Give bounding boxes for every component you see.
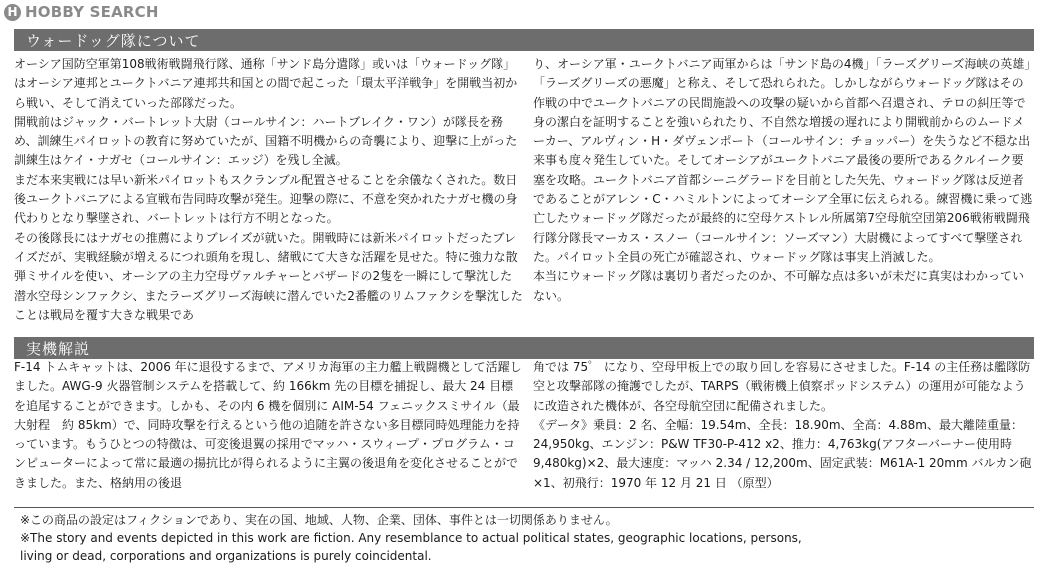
paragraph: その後隊長にはナガセの推薦によりブレイズが就いた。開戦時には新米パイロットだったブレイズだが、実戦経験が増えるにつれ頭角を現し、緒戦にて大きな活躍を見せた。特に強力な散弾ミサイルを使い、オーシアの主力空母ヴァルチャーとバザードの2隻を一瞬にして撃沈した潜水空母シンファクシ、またラーズグリーズ海峡に潜んでいた2番艦のリムファクシを撃沈したことは戦局を覆す大きな戦果であ: [14, 230, 523, 322]
disclaimer-english-line1: ※The story and events depicted in this work are fiction. Any resemblance to actual political states, geographic locations, persons,: [20, 531, 802, 545]
paragraph: まだ本来実戦には早い新米パイロットもスクランブル配置させることを余儀なくされた。数日後ユークトバニアによる宣戦布告同時攻撃が発生。迎撃の際に、不意を突かれたナガセ機の身代わりとなり撃墜され、バートレットは行方不明となった。: [14, 172, 518, 226]
paragraph: 本当にウォードッグ隊は裏切り者だったのか、不可解な点は多いが未だに真実はわかっていない。: [533, 269, 1025, 303]
paragraph: F-14 トムキャットは、2006 年に退役するまで、アメリカ海軍の主力艦上戦闘機として活躍しました。AWG-9 火器管制システムを搭載して、約 166km 先の目標を捕捉し、最大 24 目標を追尾することができます。しかも、その内 6 機を個別に AIM-54 フェニックスミサイル（最大射程 約 85km）で、同時攻撃を行えるという他の追随を許さない多目標同時処理能力を持っています。もうひとつの特徴は、可変後退翼の採用でマッハ・スウィープ・プログラム・コンピューターによって常に最適の揚抗比が得られるように主翼の後退角を変化させることができました。また、格納用の後退: [14, 360, 522, 490]
aircraft-left-column: [14, 358, 524, 501]
disclaimer-japanese: ※この商品の設定はフィクションであり、実在の国、地域、人物、企業、団体、事件とは一切関係ありません。: [20, 513, 618, 527]
logo-text: HOBBY SEARCH: [25, 3, 159, 21]
section-title: 実機解説: [26, 339, 91, 358]
divider: [14, 507, 1034, 508]
disclaimer: [20, 511, 1032, 565]
paragraph: 開戦前はジャック・バートレット大尉（コールサイン：ハートブレイク・ワン）が隊長を務め、訓練生パイロットの教育に努めていたが、国籍不明機からの奇襲により、迎撃に上がった訓練生はケイ・ナガセ（コールサイン：エッジ）を残し全滅。: [14, 114, 518, 168]
disclaimer-english-line2: living or dead, corporations and organizations is purely coincidental.: [20, 549, 432, 563]
wardog-right-column: [533, 55, 1033, 340]
section-header-wardog: [14, 29, 1034, 51]
wardog-left-column: [14, 55, 524, 340]
logo-mark-icon: H: [4, 4, 21, 21]
section-header-aircraft: [14, 337, 1034, 359]
paragraph: り、オーシア軍・ユークトバニア両軍からは「サンド島の4機」「ラーズグリーズ海峡の英雄」「ラーズグリーズの悪魔」と称え、そして恐れられた。しかしながらウォードッグ隊はその作戦の中でユークトバニアの民間施設への攻撃の疑いから首都へ召還され、テロの糾圧等で身の潔白を証明することを強いられたり、不自然な増援の遅れにより開戦前からのムードメーカー、アルヴィン・H・ダヴェンポート（コールサイン：チョッパー）を失うなど不穏な出来事も度々発生していた。そしてオーシアがユークトバニア最後の要所であるクルイーク要塞を攻略。ユークトバニア首都シーニグラードを目前とした矢先、ウォードッグ隊は反逆者であることがアレン・C・ハミルトンによってオーシア全軍に伝えられる。練習機に乗って逃亡したウォードッグ隊だったが最終的に空母ケストレル所属第7空母航空団第206戦術戦闘飛行隊分隊長マーカス・スノー（コールサイン：ソーズマン）大尉機によってすべて撃墜された。パイロット全員の死亡が確認され、ウォードッグ隊は事実上消滅した。: [533, 57, 1033, 264]
paragraph: 《データ》乗員：2 名、全幅：19.54m、全長：18.90m、全高：4.88m、最大離陸重量：24,950kg、エンジン：P&W TF30-P-412 x2、推力：4,763kg(アフターバーナー使用時 9,480kg)×2、最大速度：マッハ 2.34 / 12,200m、固定武装：M61A-1 20mm バルカン砲 ×1、初飛行：1970 年 12 月 21 日 （原型）: [533, 417, 1032, 490]
paragraph: オーシア国防空軍第108戦術戦闘飛行隊、通称「サンド島分遣隊」或いは「ウォードッグ隊」はオーシア連邦とユークトバニア連邦共和国との間で起こった「環太平洋戦争」を開戦当初から戦い、そして消えていった部隊だった。: [14, 57, 518, 110]
paragraph: 角では 75゜ になり、空母甲板上での取り回しを容易にさせました。F-14 の主任務は艦隊防空と攻撃部隊の掩護でしたが、TARPS（戦術機上偵察ポッドシステム）の運用が可能なように改造された機体が、各空母航空団に配備されました。: [533, 360, 1031, 413]
aircraft-right-column: [533, 358, 1033, 501]
hobby-search-logo: [4, 2, 159, 22]
section-title: ウォードッグ隊について: [26, 31, 201, 50]
